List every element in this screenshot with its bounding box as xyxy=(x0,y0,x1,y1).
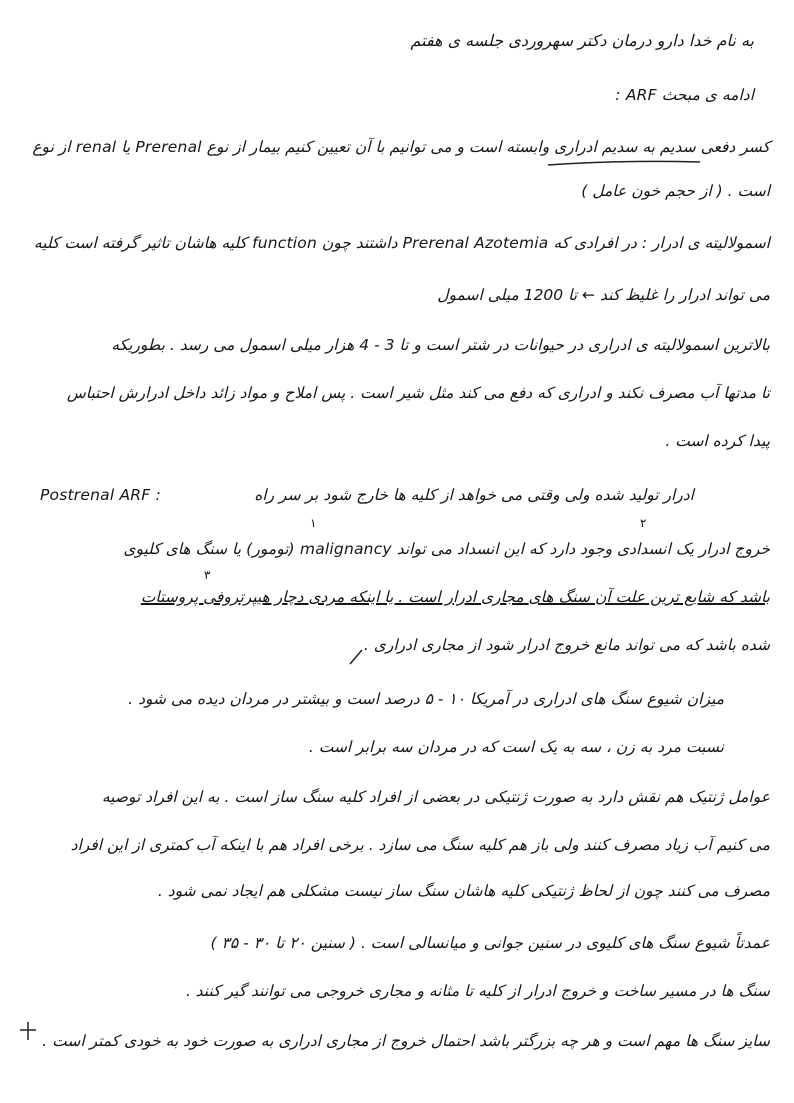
arrow-tick-stroke xyxy=(350,650,362,664)
text-line-genetics: عوامل ژنتیک هم نقش دارد به صورت ژنتیکی در بعضی از افراد کلیه سنگ ساز است . به این افراد توصیه xyxy=(101,788,770,806)
postrenal-heading: Postrenal ARF : xyxy=(40,486,161,504)
section-heading-arf: ادامه ی مبحث ARF : xyxy=(615,86,754,104)
text-line-no-stones: مصرف می کنند چون از لحاظ ژنتیکی کلیه هاشان سنگ ساز نیست مشکلی هم ایجاد نمی شود . xyxy=(157,882,770,900)
page-header: به نام خدا دارو درمان دکتر سهروردی جلسه ی هفتم xyxy=(410,31,754,50)
text-line-postrenal: ادرار تولید شده ولی وقتی می خواهد از کلیه ها خارج شود بر سر راه xyxy=(254,486,694,504)
margin-mark-stroke xyxy=(20,1022,36,1040)
text-line-stone-path: سنگ ها در مسیر ساخت و خروج ادرار از کلیه تا مثانه و مجاری خروجی می توانند گیر کنند . xyxy=(185,982,770,1000)
text-line-sex-ratio: نسبت مرد به زن ، سه به یک است که در مردان سه برابر است . xyxy=(308,738,724,756)
text-line-fena-cont: است . ( از حجم خون عامل ) xyxy=(581,182,770,200)
text-line-prostate: شده باشد که می تواند مانع خروج ادرار شود از مجاری ادراری . xyxy=(363,636,770,654)
superscript-three: ۳ xyxy=(204,568,211,582)
text-line-camel-osmolality: بالاترین اسمولالیته ی ادراری در حیوانات در شتر است و تا 3 - 4 هزار میلی اسمول می رسد . بطوریکه xyxy=(111,336,770,354)
superscript-one: ۱ xyxy=(310,516,317,530)
superscript-two: ۲ xyxy=(640,516,647,530)
text-line-urine-osmolality: اسمولالیته ی ادرار : در افرادی که Prerenal Azotemia داشتند چون function کلیه هاشان تاثیر گرفته است کلیه xyxy=(33,234,770,252)
text-line-obstruction: خروج ادرار یک انسدادی وجود دارد که این انسداد می تواند malignancy (تومور) یا سنگ های کلیوی xyxy=(123,540,770,558)
text-line-prevalence: میزان شیوع سنگ های ادراری در آمریکا ۱۰ - ۵ درصد است و بیشتر در مردان دیده می شود . xyxy=(128,690,724,708)
text-line-age-prevalence: عمدتاً شیوع سنگ های کلیوی در سنین جوانی و میانسالی است . ( سنین ۲۰ تا ۳۰ - ۳۵ ) xyxy=(210,934,770,952)
text-line-retention: پیدا کرده است . xyxy=(665,432,770,450)
text-line-stones-common: باشد که شایع ترین علت آن سنگ های مجاری ادرار است . یا اینکه مردی دچار هیپرتروفی پروستات xyxy=(140,588,770,606)
underline-fena-stroke xyxy=(548,161,700,165)
text-line-water-intake: می کنیم آب زیاد مصرف کنند ولی باز هم کلیه سنگ می سازد . برخی افراد هم با اینکه آب کمتری از این افراد xyxy=(70,836,770,854)
text-line-camel-water: تا مدتها آب مصرف نکند و ادراری که دفع می کند مثل شیر است . پس املاح و مواد زائد داخل ادرارش احتباس xyxy=(66,384,770,402)
text-line-fena: کسر دفعی سدیم به سدیم ادراری وابسته است و می توانیم با آن تعیین کنیم بیمار از نوع Prerenal یا renal از نوع xyxy=(32,138,770,156)
text-line-stone-size: سایز سنگ ها مهم است و هر چه بزرگتر باشد احتمال خروج از مجاری ادراری به صورت خود به خودی کمتر است . xyxy=(42,1032,770,1050)
text-line-concentrate: می تواند ادرار را غلیظ کند ← تا 1200 میلی اسمول xyxy=(437,286,770,304)
